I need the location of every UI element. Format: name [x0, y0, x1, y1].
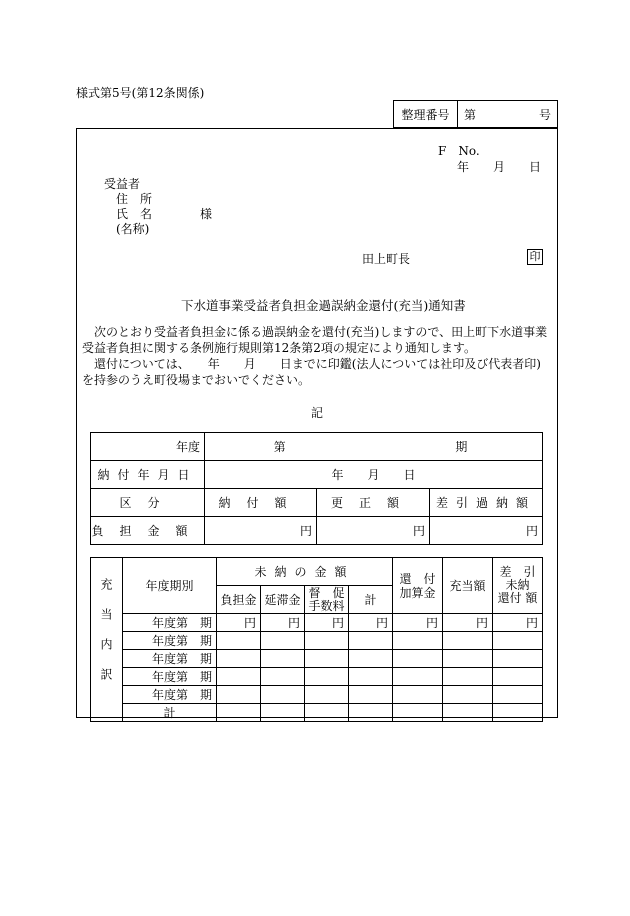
noufu-gaku-value: 円: [205, 517, 317, 545]
payment-date-value: 年 月 日: [205, 461, 543, 489]
entaikin-header: 延滞金: [261, 586, 305, 614]
juutou-header: 充当額: [443, 558, 493, 614]
allocation-table: [90, 557, 543, 722]
nendo-kibetsu-header: 年度期別: [123, 558, 217, 614]
kubun-label: 区分: [91, 489, 205, 517]
reference-number-box: [393, 100, 558, 128]
table-row: 年度第 期 円 円 円 円 円 円 円: [91, 614, 543, 632]
tokusoku-header: 督 促 手数料: [305, 586, 349, 614]
allocation-side-label: 充当内訳: [91, 558, 123, 722]
recipient-honorific: 様: [200, 207, 213, 221]
body-line-3: 還付については、 年 月 日までに印鑑(法人については社印及び代表者印): [94, 357, 541, 371]
mayor-title: 田上町長: [362, 252, 411, 266]
body-line-2: 受益者負担に関する条例施行規則第12条第2項の規定により通知します。: [82, 341, 476, 355]
kanpu-kasankin-header: 還 付 加算金: [393, 558, 443, 614]
table-row: 年度第 期: [91, 632, 543, 650]
f-number: F No.: [438, 144, 480, 158]
form-label: 様式第5号(第12条関係): [76, 86, 205, 100]
document-title: 下水道事業受益者負担金過誤納金還付(充当)通知書: [181, 298, 466, 313]
body-line-4: を持参のうえ町役場までおいでください。: [82, 373, 311, 387]
futan-kingaku-label: 負担金額: [91, 517, 205, 545]
sashihiki-header: 差引過納額: [430, 489, 543, 517]
sashihiki-minou-header: 差 引 未納 還付 額: [493, 558, 543, 614]
reference-label: 整理番号: [394, 101, 458, 128]
refund-table: [90, 432, 543, 545]
kosei-gaku-value: 円: [317, 517, 430, 545]
table-row: 年度第 期: [91, 668, 543, 686]
minou-header: 未納の金額: [217, 558, 393, 586]
sashihiki-value: 円: [430, 517, 543, 545]
seal-mark: 印: [527, 249, 543, 265]
nendo-value: 第 期: [205, 433, 543, 461]
table-row: 年度第 期: [91, 650, 543, 668]
ki-heading: 記: [311, 406, 324, 420]
futankin-header: 負担金: [217, 586, 261, 614]
total-row: 計: [91, 704, 543, 722]
reference-value: 第 号: [458, 101, 558, 128]
payment-date-label: 納付年月日: [91, 461, 205, 489]
nendo-label: 年度: [91, 433, 205, 461]
recipient-address-label: 住 所: [116, 192, 153, 206]
issue-date: 年 月 日: [457, 160, 542, 174]
body-line-1: 次のとおり受益者負担金に係る過誤納金を還付(充当)しますので、田上町下水道事業: [94, 325, 548, 339]
recipient-title: 受益者: [104, 177, 141, 191]
noufu-gaku-header: 納付額: [205, 489, 317, 517]
recipient-name-label: 氏 名: [116, 207, 153, 221]
table-row: 年度第 期: [91, 686, 543, 704]
recipient-meisho: (名称): [116, 222, 150, 236]
kosei-gaku-header: 更正額: [317, 489, 430, 517]
kei-header: 計: [349, 586, 393, 614]
